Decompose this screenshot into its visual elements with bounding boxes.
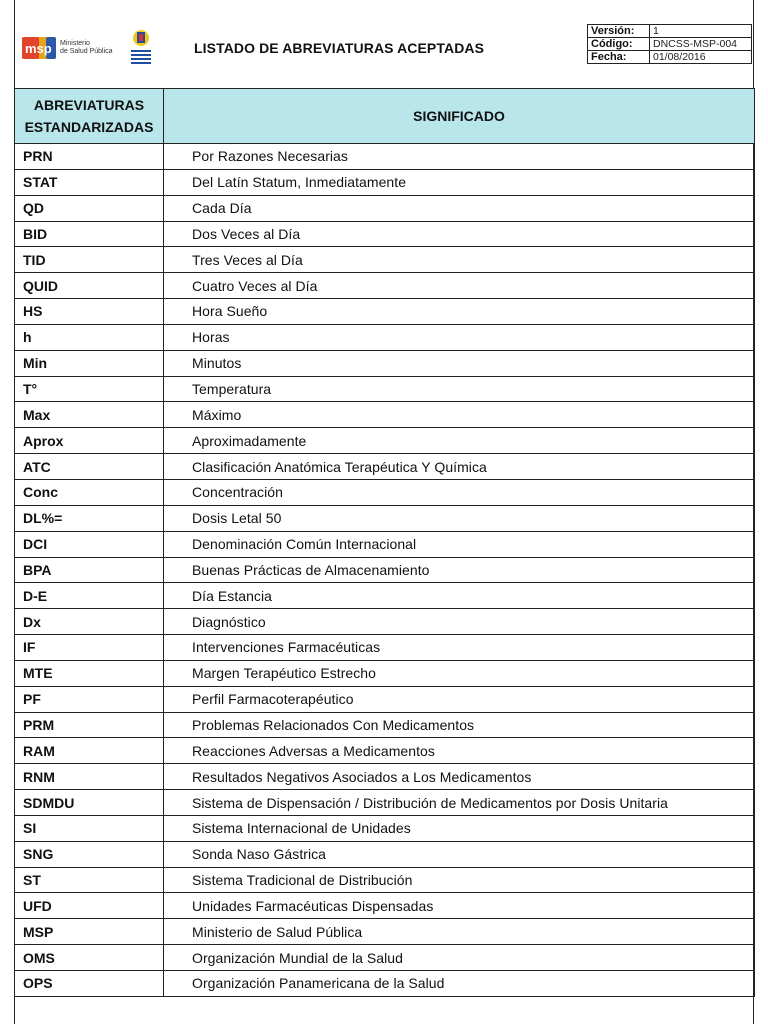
table-row (15, 376, 755, 402)
abbreviation-cell: Aprox (15, 428, 164, 454)
meaning-cell: Aproximadamente (164, 428, 755, 454)
abbreviation-cell: PRN (15, 144, 164, 170)
table-row (15, 712, 755, 738)
table-row (15, 299, 755, 325)
meaning-cell: Clasificación Anatómica Terapéutica Y Química (164, 454, 755, 480)
col-header-abbreviations-line2: ESTANDARIZADAS (24, 119, 154, 135)
meaning-cell: Por Razones Necesarias (164, 144, 755, 170)
svg-text:msp: msp (25, 41, 52, 56)
metadata-key: Código: (588, 38, 650, 51)
meaning-cell: Resultados Negativos Asociados a Los Medicamentos (164, 764, 755, 790)
table-row (15, 505, 755, 531)
col-header-meaning: SIGNIFICADO (164, 89, 755, 144)
abbreviation-cell: Conc (15, 479, 164, 505)
meaning-cell: Tres Veces al Día (164, 247, 755, 273)
abbreviation-cell: SI (15, 815, 164, 841)
abbreviation-cell: HS (15, 299, 164, 325)
meaning-cell: Intervenciones Farmacéuticas (164, 635, 755, 661)
table-row (15, 945, 755, 971)
table-row (15, 350, 755, 376)
table-row (15, 273, 755, 299)
table-row (15, 609, 755, 635)
meaning-cell: Concentración (164, 479, 755, 505)
abbreviation-cell: SDMDU (15, 790, 164, 816)
metadata-key: Fecha: (588, 51, 650, 64)
meaning-cell: Dos Veces al Día (164, 221, 755, 247)
abbreviation-cell: MTE (15, 660, 164, 686)
table-row (15, 867, 755, 893)
meaning-cell: Reacciones Adversas a Medicamentos (164, 738, 755, 764)
msp-logo-text (60, 40, 118, 56)
abbreviation-cell: PRM (15, 712, 164, 738)
abbreviation-cell: Dx (15, 609, 164, 635)
abbreviation-cell: DL%= (15, 505, 164, 531)
document-metadata (587, 24, 752, 64)
table-row (15, 919, 755, 945)
meaning-cell: Perfil Farmacoterapéutico (164, 686, 755, 712)
abbreviation-cell: Min (15, 350, 164, 376)
abbreviations-table (14, 88, 755, 997)
table-row (15, 686, 755, 712)
meaning-cell: Sistema Internacional de Unidades (164, 815, 755, 841)
table-row (15, 169, 755, 195)
abbreviation-cell: PF (15, 686, 164, 712)
metadata-row (588, 38, 752, 51)
meaning-cell: Ministerio de Salud Pública (164, 919, 755, 945)
table-row (15, 221, 755, 247)
col-header-abbreviations (15, 89, 164, 144)
logo-text-line2: de Salud Pública (60, 48, 113, 55)
abbreviation-cell: OMS (15, 945, 164, 971)
table-row (15, 428, 755, 454)
meaning-cell: Diagnóstico (164, 609, 755, 635)
abbreviation-cell: STAT (15, 169, 164, 195)
msp-logo (22, 33, 118, 63)
abbreviation-cell: QUID (15, 273, 164, 299)
abbreviation-cell: D-E (15, 583, 164, 609)
metadata-value: DNCSS-MSP-004 (650, 38, 752, 51)
meaning-cell: Sistema de Dispensación / Distribución de Medicamentos por Dosis Unitaria (164, 790, 755, 816)
table-row (15, 195, 755, 221)
abbreviation-cell: QD (15, 195, 164, 221)
abbreviation-cell: MSP (15, 919, 164, 945)
table-row (15, 583, 755, 609)
document-title: LISTADO DE ABREVIATURAS ACEPTADAS (194, 40, 485, 56)
metadata-value: 01/08/2016 (650, 51, 752, 64)
abbreviation-cell: h (15, 324, 164, 350)
meaning-cell: Dosis Letal 50 (164, 505, 755, 531)
meaning-cell: Cuatro Veces al Día (164, 273, 755, 299)
meaning-cell: Buenas Prácticas de Almacenamiento (164, 557, 755, 583)
table-row (15, 790, 755, 816)
table-row (15, 479, 755, 505)
abbreviation-cell: BPA (15, 557, 164, 583)
abbreviation-cell: ST (15, 867, 164, 893)
meaning-cell: Organización Mundial de la Salud (164, 945, 755, 971)
meaning-cell: Sistema Tradicional de Distribución (164, 867, 755, 893)
metadata-value: 1 (650, 25, 752, 38)
table-row (15, 402, 755, 428)
metadata-row (588, 25, 752, 38)
meaning-cell: Sonda Naso Gástrica (164, 841, 755, 867)
meaning-cell: Máximo (164, 402, 755, 428)
abbreviation-cell: IF (15, 635, 164, 661)
table-row (15, 635, 755, 661)
metadata-row (588, 51, 752, 64)
document-header (14, 14, 754, 74)
logo-text-line1: Ministerio (60, 40, 90, 47)
abbreviation-cell: ATC (15, 454, 164, 480)
table-header-row (15, 89, 755, 144)
abbreviation-cell: Max (15, 402, 164, 428)
meaning-cell: Problemas Relacionados Con Medicamentos (164, 712, 755, 738)
meaning-cell: Hora Sueño (164, 299, 755, 325)
meaning-cell: Denominación Común Internacional (164, 531, 755, 557)
meaning-cell: Unidades Farmacéuticas Dispensadas (164, 893, 755, 919)
meaning-cell: Temperatura (164, 376, 755, 402)
table-row (15, 764, 755, 790)
abbreviation-cell: T° (15, 376, 164, 402)
meaning-cell: Margen Terapéutico Estrecho (164, 660, 755, 686)
table-row (15, 247, 755, 273)
table-row (15, 841, 755, 867)
table-row (15, 971, 755, 997)
abbreviation-cell: OPS (15, 971, 164, 997)
abbreviation-cell: BID (15, 221, 164, 247)
table-row (15, 531, 755, 557)
table-row (15, 660, 755, 686)
meaning-cell: Cada Día (164, 195, 755, 221)
table-row (15, 893, 755, 919)
table-row (15, 815, 755, 841)
table-row (15, 557, 755, 583)
ecuador-seal-icon (128, 28, 154, 68)
metadata-key: Versión: (588, 25, 650, 38)
col-header-abbreviations-line1: ABREVIATURAS (33, 97, 145, 113)
table-row (15, 324, 755, 350)
meaning-cell: Horas (164, 324, 755, 350)
meaning-cell: Minutos (164, 350, 755, 376)
abbreviation-cell: DCI (15, 531, 164, 557)
abbreviation-cell: SNG (15, 841, 164, 867)
abbreviation-cell: TID (15, 247, 164, 273)
table-row (15, 454, 755, 480)
abbreviation-cell: UFD (15, 893, 164, 919)
logo-group (22, 26, 154, 70)
meaning-cell: Día Estancia (164, 583, 755, 609)
abbreviation-cell: RAM (15, 738, 164, 764)
table-row (15, 738, 755, 764)
abbreviation-cell: RNM (15, 764, 164, 790)
meaning-cell: Del Latín Statum, Inmediatamente (164, 169, 755, 195)
table-row (15, 144, 755, 170)
meaning-cell: Organización Panamericana de la Salud (164, 971, 755, 997)
msp-logo-mark-icon (22, 33, 56, 63)
